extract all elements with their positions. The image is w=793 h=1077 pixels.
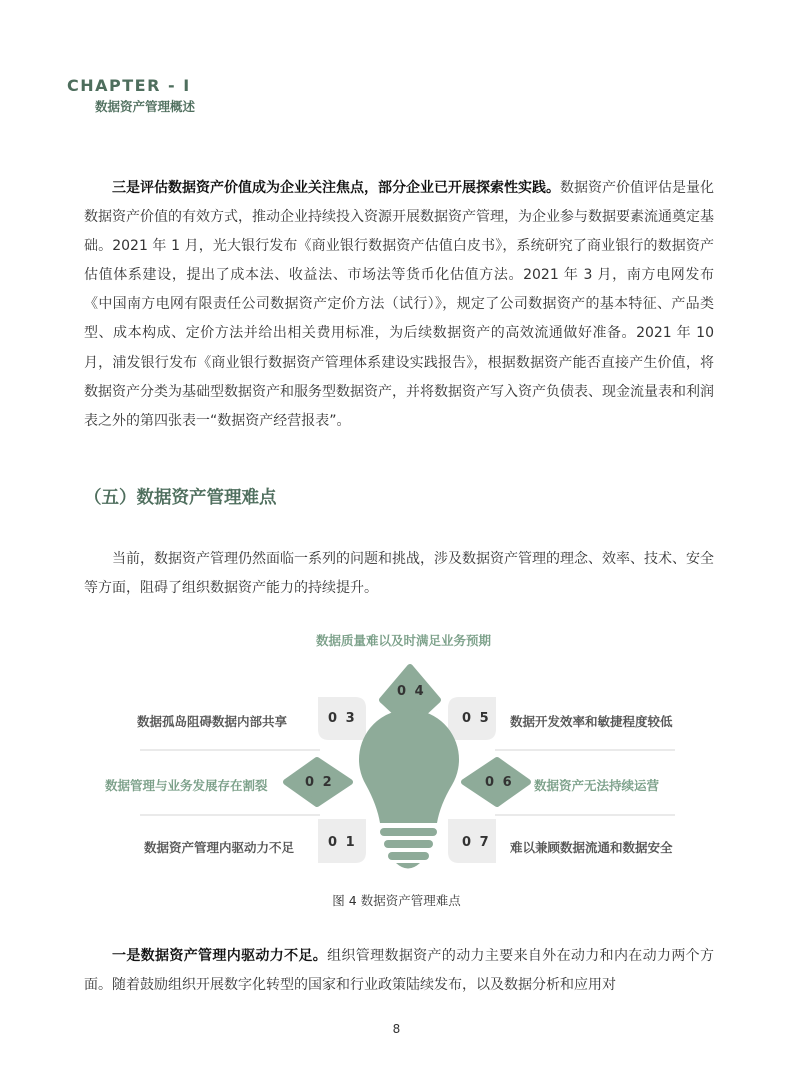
label-05: 数据开发效率和敏捷程度较低 xyxy=(510,714,673,729)
lightbulb-icon xyxy=(359,709,459,868)
paragraph-body: 数据资产价值评估是量化数据资产价值的有效方式，推动企业持续投入资源开展数据资产管理，为企业参与数据要素流通奠定基础。2021 年 1 月，光大银行发布《商业银行数据资产估值白皮书》，系统研究了商业银行的数据资产估值体系建设，提出了成本法、收益法、市场法等货币化估值方法。2021 年 3 月，南方电网发布《中国南方电网有限责任公司数据资产定价方法（试行）》，规定了公司数据资产的基本特征、产品类型、成本构成、定价方法并给出相关费用标准，为后续数据资产的高效流通做好准备。2021 年 10 月，浦发银行发布《商业银行数据资产管理体系建设实践报告》，根据数据资产能否直接产生价值，将数据资产分类为基础型数据资产和服务型数据资产，并将数据资产写入资产负债表、现金流量表和利润表之外的第四张表一“数据资产经营报表”。 xyxy=(84,180,714,429)
label-03: 数据孤岛阻碍数据内部共享 xyxy=(137,714,288,729)
label-07: 难以兼顾数据流通和数据安全 xyxy=(510,840,673,855)
paragraph-motivation xyxy=(84,942,714,1000)
label-04: 数据质量难以及时满足业务预期 xyxy=(316,633,492,648)
paragraph-intro xyxy=(84,545,714,603)
diagram-graphics xyxy=(0,620,793,900)
badge-04-number: 0 4 xyxy=(397,684,426,699)
badge-05-number: 0 5 xyxy=(462,711,491,726)
section-title: （五）数据资产管理难点 xyxy=(84,488,277,508)
badge-07-number: 0 7 xyxy=(462,835,491,850)
label-02: 数据管理与业务发展存在割裂 xyxy=(105,778,268,793)
chapter-heading: CHAPTER - I xyxy=(67,76,191,95)
paragraph-lead-bold: 一是数据资产管理内驱动力不足。 xyxy=(112,948,328,964)
label-06: 数据资产无法持续运营 xyxy=(534,778,660,793)
label-01: 数据资产管理内驱动力不足 xyxy=(144,840,295,855)
page-number: 8 xyxy=(392,1022,401,1036)
figure-caption: 图 4 数据资产管理难点 xyxy=(332,893,461,908)
paragraph-body: 当前，数据资产管理仍然面临一系列的问题和挑战，涉及数据资产管理的理念、效率、技术、安全等方面，阻碍了组织数据资产能力的持续提升。 xyxy=(84,551,714,597)
paragraph-body: 组织管理数据资产的动力主要来自外在动力和内在动力两个方面。随着鼓励组织开展数字化转型的国家和行业政策陆续发布，以及数据分析和应用对 xyxy=(84,948,715,994)
paragraph-lead-bold: 三是评估数据资产价值成为企业关注焦点，部分企业已开展探索性实践。 xyxy=(112,180,560,196)
badge-02-number: 0 2 xyxy=(305,775,334,790)
difficulties-diagram xyxy=(0,620,793,900)
badge-06-number: 0 6 xyxy=(485,775,514,790)
paragraph-valuation xyxy=(84,174,714,436)
chapter-subtitle: 数据资产管理概述 xyxy=(95,99,196,114)
badge-03-number: 0 3 xyxy=(328,711,357,726)
badge-01-number: 0 1 xyxy=(328,835,357,850)
